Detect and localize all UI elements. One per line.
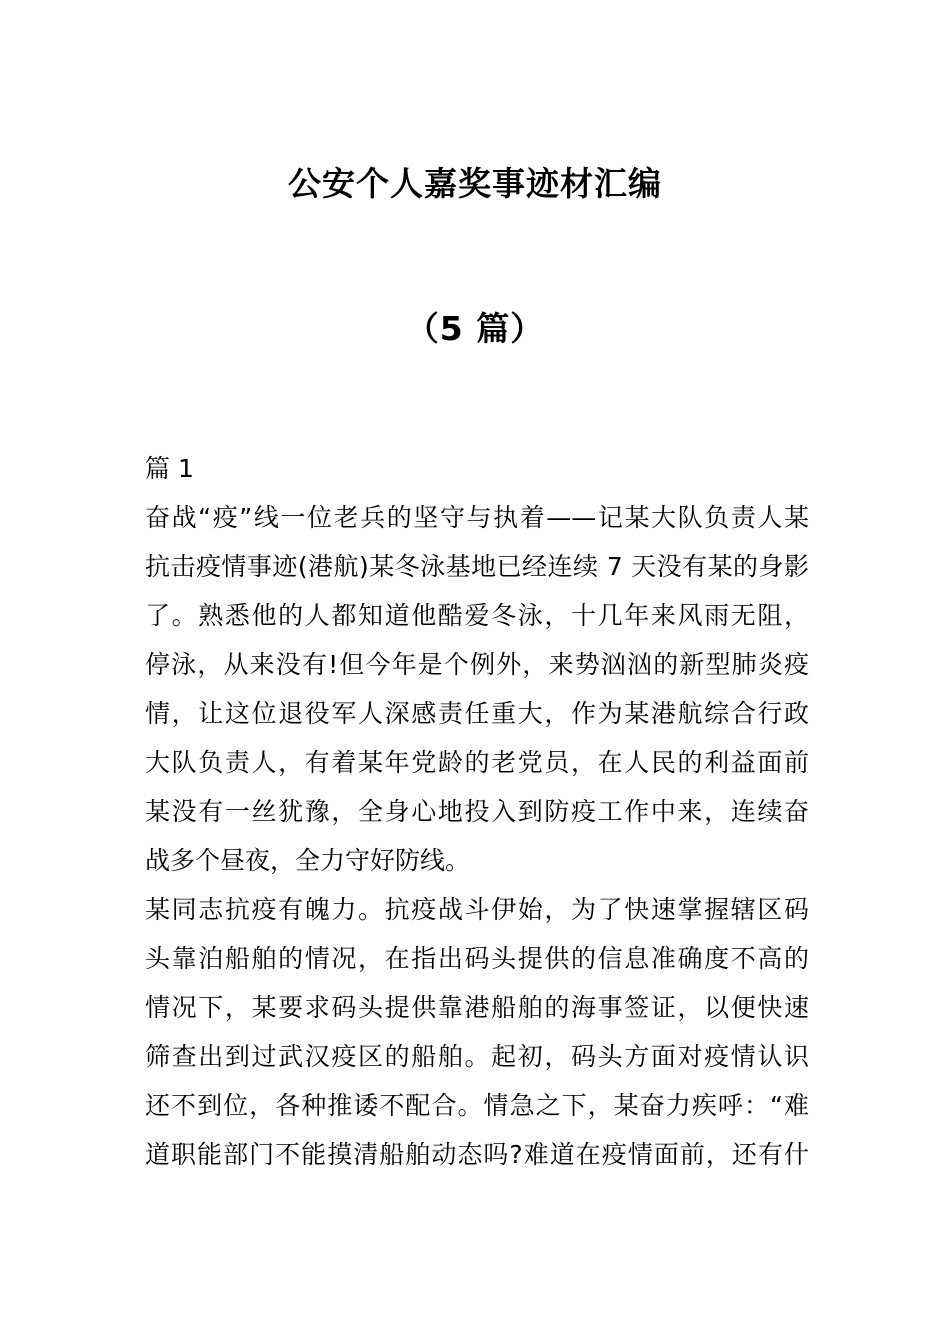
paragraph-1 bbox=[145, 493, 809, 885]
text-line: 抗击疫情事迹(港航)某冬泳基地已经连续 7 天没有某的身影 bbox=[145, 552, 809, 581]
text-line: 情，让这位退役军人深感责任重大，作为某港航综合行政 bbox=[145, 699, 809, 728]
text-line: 大队负责人，有着某年党龄的老党员，在人民的利益面前 bbox=[145, 748, 809, 777]
text-line: 战多个昼夜，全力守好防线。 bbox=[145, 846, 471, 875]
section-label: 篇 1 bbox=[145, 454, 194, 483]
text-line: 奋战“疫”线一位老兵的坚守与执着——记某大队负责人某 bbox=[145, 503, 809, 532]
document-title: 公安个人嘉奖事迹材汇编 bbox=[288, 164, 662, 203]
text-line: 道职能部门不能摸清船舶动态吗?难道在疫情面前，还有什 bbox=[145, 1140, 809, 1169]
text-line: 某同志抗疫有魄力。抗疫战斗伊始，为了快速掌握辖区码 bbox=[145, 895, 809, 924]
text-line: 头靠泊船舶的情况，在指出码头提供的信息准确度不高的 bbox=[145, 944, 809, 973]
paragraph-2 bbox=[145, 885, 809, 1179]
text-line: 停泳，从来没有!但今年是个例外，来势汹汹的新型肺炎疫 bbox=[145, 650, 809, 679]
text-line: 情况下，某要求码头提供靠港船舶的海事签证，以便快速 bbox=[145, 993, 809, 1022]
text-line: 筛查出到过武汉疫区的船舶。起初，码头方面对疫情认识 bbox=[145, 1042, 809, 1071]
text-line: 某没有一丝犹豫，全身心地投入到防疫工作中来，连续奋 bbox=[145, 797, 809, 826]
document-subtitle: （5 篇） bbox=[405, 309, 545, 348]
text-line: 了。熟悉他的人都知道他酷爱冬泳，十几年来风雨无阻， bbox=[145, 601, 809, 630]
text-line: 还不到位，各种推诿不配合。情急之下，某奋力疾呼：“难 bbox=[145, 1091, 809, 1120]
document-body bbox=[145, 444, 809, 1179]
